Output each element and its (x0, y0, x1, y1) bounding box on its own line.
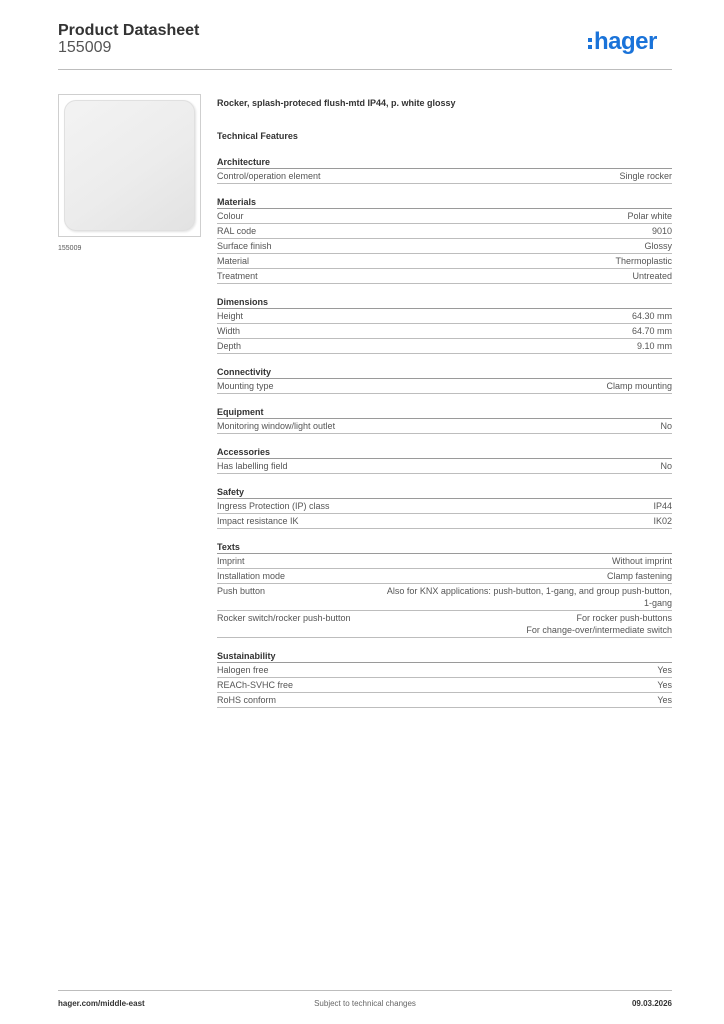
section-connectivity (217, 366, 672, 394)
product-content (217, 96, 672, 708)
section-sustainability (217, 650, 672, 708)
feature-value: No (660, 420, 672, 431)
feature-value: 64.30 mm (631, 310, 672, 321)
section-architecture (217, 156, 672, 184)
footer-date: 09.03.2026 (631, 999, 672, 1008)
section-materials (217, 196, 672, 284)
product-image (58, 94, 201, 237)
feature-label: Monitoring window/light outlet (217, 420, 336, 431)
logo-wordmark: hager (594, 28, 657, 55)
section-texts (217, 541, 672, 638)
feature-label: Colour (217, 210, 244, 221)
feature-value: Untreated (632, 270, 672, 281)
feature-row (217, 514, 672, 529)
feature-value: Thermoplastic (615, 255, 672, 266)
section-title: Sustainability (217, 650, 672, 663)
feature-value: Clamp fastening (606, 570, 672, 581)
feature-label: Imprint (217, 555, 245, 566)
section-dimensions (217, 296, 672, 354)
feature-value: Single rocker (619, 170, 672, 181)
section-safety (217, 486, 672, 529)
feature-label: Halogen free (217, 664, 269, 675)
footer-website: hager.com/middle-east (58, 999, 145, 1008)
feature-value: Also for KNX applications: push-button, 1-gang, and group push-button, 1-gang (386, 586, 672, 608)
feature-row (217, 499, 672, 514)
feature-value: Yes (657, 694, 672, 705)
feature-row (217, 569, 672, 584)
feature-label: Depth (217, 340, 242, 351)
feature-value: Clamp mounting (606, 380, 672, 391)
feature-label: Impact resistance IK (217, 515, 299, 526)
rocker-switch-image (64, 100, 195, 231)
feature-row (217, 324, 672, 339)
feature-value: 64.70 mm (631, 325, 672, 336)
feature-value: 9010 (651, 225, 672, 236)
section-title: Materials (217, 196, 672, 209)
section-title: Architecture (217, 156, 672, 169)
section-title: Texts (217, 541, 672, 554)
feature-label: REACh-SVHC free (217, 679, 294, 690)
feature-row (217, 678, 672, 693)
feature-row (217, 309, 672, 324)
hager-logo (588, 28, 672, 56)
feature-value: Without imprint (611, 555, 672, 566)
feature-value: 9.10 mm (636, 340, 672, 351)
product-number: 155009 (58, 39, 112, 56)
feature-row (217, 611, 672, 638)
section-title: Safety (217, 486, 672, 499)
section-equipment (217, 406, 672, 434)
feature-label: Width (217, 325, 241, 336)
feature-row (217, 379, 672, 394)
feature-row (217, 584, 672, 611)
feature-label: RoHS conform (217, 694, 277, 705)
feature-sections (217, 156, 672, 708)
feature-label: Control/operation element (217, 170, 321, 181)
feature-label: Installation mode (217, 570, 286, 581)
feature-label: Treatment (217, 270, 258, 281)
feature-label: Has labelling field (217, 460, 288, 471)
feature-value: Glossy (644, 240, 672, 251)
product-image-caption: 155009 (58, 245, 82, 252)
section-title: Connectivity (217, 366, 672, 379)
logo-dots-icon (588, 38, 592, 49)
feature-label: Ingress Protection (IP) class (217, 500, 330, 511)
feature-row (217, 554, 672, 569)
page-footer (58, 990, 672, 1015)
feature-value: Yes (657, 679, 672, 690)
document-title: Product Datasheet (58, 22, 200, 39)
section-title: Accessories (217, 446, 672, 459)
feature-row (217, 459, 672, 474)
feature-label: Surface finish (217, 240, 272, 251)
feature-row (217, 169, 672, 184)
technical-features-heading: Technical Features (217, 131, 298, 141)
product-description: Rocker, splash-proteced flush-mtd IP44, p. white glossy (217, 98, 456, 108)
footer-disclaimer: Subject to technical changes (314, 999, 416, 1008)
feature-label: Height (217, 310, 244, 321)
section-title: Equipment (217, 406, 672, 419)
feature-row (217, 269, 672, 284)
feature-label: Push button (217, 586, 266, 596)
feature-row (217, 663, 672, 678)
feature-label: Rocker switch/rocker push-button (217, 613, 351, 623)
feature-value: IK02 (653, 515, 672, 526)
feature-row (217, 254, 672, 269)
feature-row (217, 209, 672, 224)
feature-value: No (660, 460, 672, 471)
section-title: Dimensions (217, 296, 672, 309)
feature-value: Yes (657, 664, 672, 675)
feature-row (217, 419, 672, 434)
feature-label: Material (217, 255, 250, 266)
feature-label: RAL code (217, 225, 257, 236)
feature-row (217, 339, 672, 354)
feature-row (217, 693, 672, 708)
section-accessories (217, 446, 672, 474)
feature-row (217, 239, 672, 254)
feature-value: IP44 (653, 500, 672, 511)
feature-value: Polar white (627, 210, 672, 221)
page-header (58, 22, 672, 70)
feature-row (217, 224, 672, 239)
feature-label: Mounting type (217, 380, 274, 391)
feature-value: For rocker push-buttons For change-over/intermediate switch (526, 613, 672, 635)
